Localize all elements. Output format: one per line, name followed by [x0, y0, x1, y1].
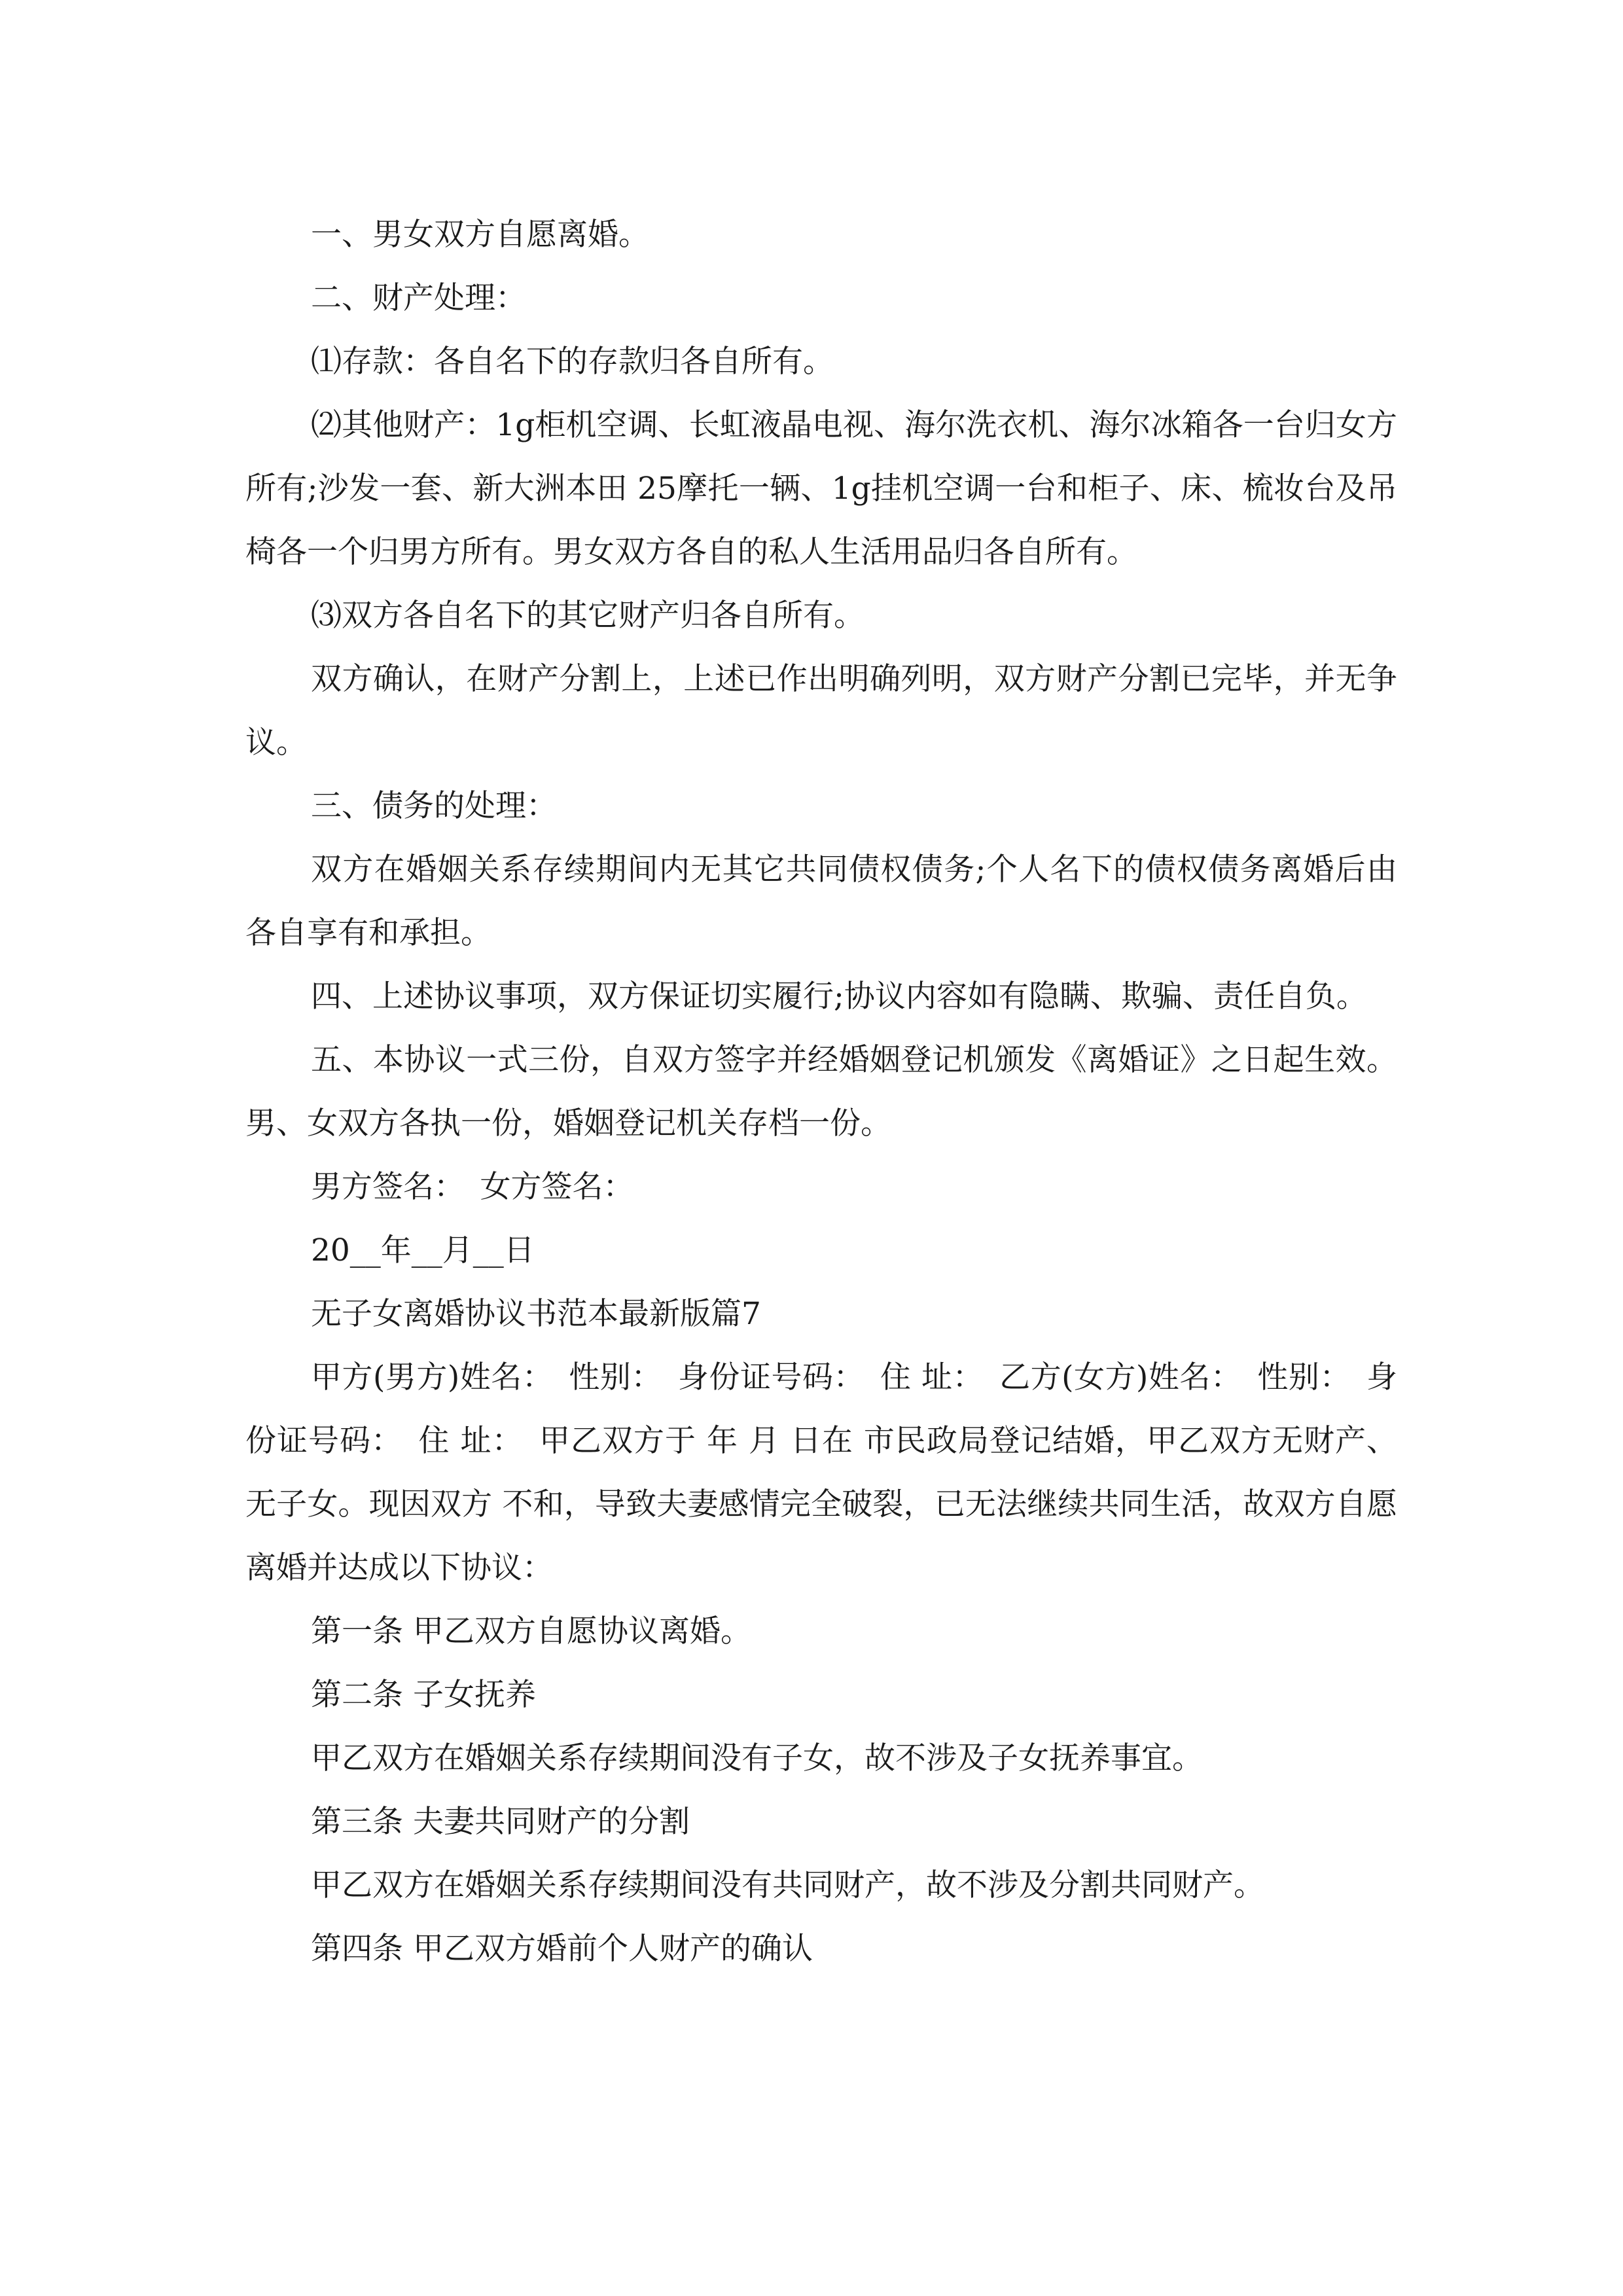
section-title: 无子女离婚协议书范本最新版篇7 [311, 1296, 761, 1332]
paragraph-property-heading: 二、财产处理： [311, 280, 526, 316]
paragraph-date: 20__年__月__日 [311, 1232, 535, 1268]
article-2-body: 甲乙双方在婚姻关系存续期间没有子女，故不涉及子女抚养事宜。 [311, 1740, 1203, 1776]
article-3-heading: 第三条 夫妻共同财产的分割 [311, 1804, 690, 1840]
paragraph-debt-heading: 三、债务的处理： [311, 788, 557, 824]
article-1: 第一条 甲乙双方自愿协议离婚。 [311, 1613, 751, 1649]
paragraph-deposits: ⑴存款：各自名下的存款归各自所有。 [311, 344, 834, 380]
paragraph-voluntary-divorce: 一、男女双方自愿离婚。 [311, 217, 649, 253]
article-4-heading: 第四条 甲乙双方婚前个人财产的确认 [311, 1931, 813, 1967]
article-2-heading: 第二条 子女抚养 [311, 1677, 536, 1713]
paragraph-performance: 四、上述协议事项，双方保证切实履行;协议内容如有隐瞒、欺骗、责任自负。 [311, 978, 1367, 1014]
article-3-body: 甲乙双方在婚姻关系存续期间没有共同财产，故不涉及分割共同财产。 [311, 1867, 1264, 1903]
paragraph-copies: 五、本协议一式三份，自双方签字并经婚姻登记机颁发《离婚证》之日起生效。男、女双方各执一份，婚姻登记机关存档一份。 [245, 1042, 1397, 1141]
paragraph-property-confirmation: 双方确认，在财产分割上，上述已作出明确列明，双方财产分割已完毕，并无争议。 [245, 661, 1397, 761]
paragraph-other-assets: ⑶双方各自名下的其它财产归各自所有。 [311, 598, 865, 634]
paragraph-signatures: 男方签名： 女方签名： [311, 1169, 634, 1205]
document-body [245, 203, 1397, 1981]
paragraph-parties: 甲方(男方)姓名： 性别： 身份证号码： 住 址： 乙方(女方)姓名： 性别： 身份证号码： 住 址： 甲乙双方于 年 月 日在 市民政局登记结婚，甲乙双方无财产、无子女。现因双方 不和，导致夫妻感情完全破裂，已无法继续共同生活，故双方自愿离婚并达成以下协议： [245, 1359, 1397, 1586]
paragraph-other-property: ⑵其他财产：1g柜机空调、长虹液晶电视、海尔洗衣机、海尔冰箱各一台归女方所有;沙发一套、新大洲本田 25摩托一辆、1g挂机空调一台和柜子、床、梳妆台及吊椅各一个归男方所有。男女双方各自的私人生活用品归各自所有。 [245, 407, 1397, 570]
paragraph-debt-handling: 双方在婚姻关系存续期间内无其它共同债权债务;个人名下的债权债务离婚后由各自享有和承担。 [245, 852, 1397, 951]
